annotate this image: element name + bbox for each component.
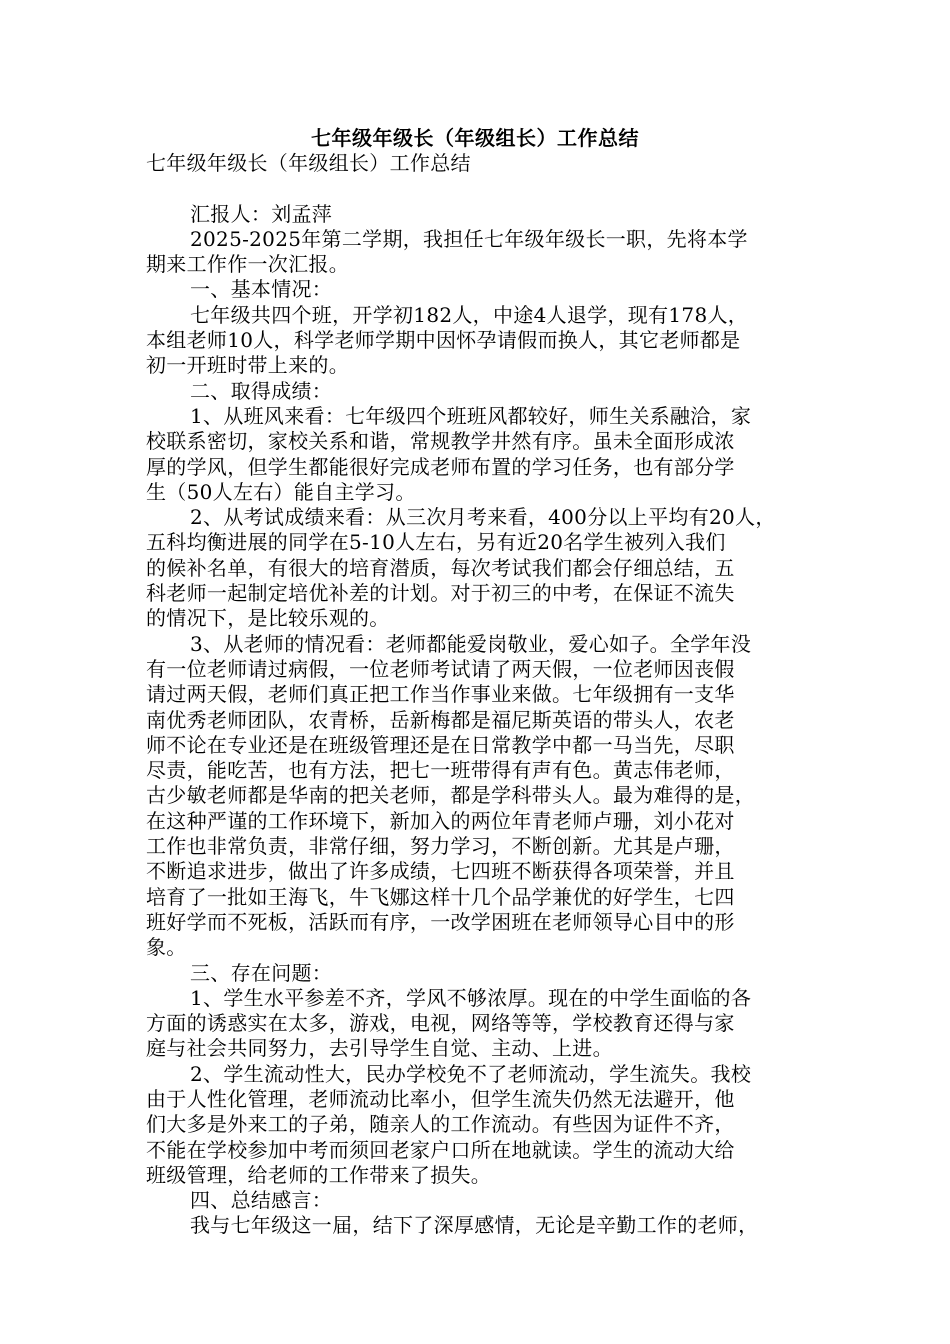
paragraph-line: 庭与社会共同努力，去引导学生自觉、主动、上进。 (146, 1036, 613, 1061)
paragraph-line: 培育了一批如王海飞，牛飞娜这样十几个品学兼优的好学生，七四 (146, 884, 735, 909)
paragraph-line: 在这种严谨的工作环境下，新加入的两位年青老师卢珊，刘小花对 (146, 808, 735, 833)
paragraph-line: 三、存在问题： (190, 960, 333, 985)
paragraph-line: 五科均衡进展的同学在5-10人左右，另有近20名学生被列入我们 (146, 530, 726, 555)
document-title: 七年级年级长（年级组长）工作总结 (311, 126, 639, 150)
paragraph-line: 2、学生流动性大，民办学校免不了老师流动，学生流失。我校 (190, 1061, 752, 1086)
paragraph-line: 工作也非常负责，非常仔细，努力学习，不断创新。尤其是卢珊， (146, 834, 735, 859)
paragraph-line: 请过两天假，老师们真正把工作当作事业来做。七年级拥有一支华 (146, 682, 735, 707)
paragraph-line: 2025-2025年第二学期，我担任七年级年级长一职，先将本学 (190, 226, 748, 251)
paragraph-line: 方面的诱惑实在太多，游戏，电视，网络等等，学校教育还得与家 (146, 1011, 735, 1036)
paragraph-line: 厚的学风，但学生都能很好完成老师布置的学习任务，也有部分学 (146, 454, 735, 479)
paragraph-line: 七年级年级长（年级组长）工作总结 (146, 151, 471, 175)
paragraph-line: 生（50人左右）能自主学习。 (146, 479, 416, 504)
paragraph-line: 1、学生水平参差不齐，学风不够浓厚。现在的中学生面临的各 (190, 985, 752, 1010)
paragraph-line: 象。 (146, 935, 187, 960)
paragraph-line: 古少敏老师都是华南的把关老师，都是学科带头人。最为难得的是， (146, 783, 755, 808)
paragraph-line: 班好学而不死板，活跃而有序，一改学困班在老师领导心目中的形 (146, 909, 735, 934)
document-body (146, 151, 818, 1239)
paragraph-line: 2、从考试成绩来看：从三次月考来看，400分以上平均有20人， (190, 505, 776, 530)
paragraph-line: 有一位老师请过病假，一位老师考试请了两天假，一位老师因丧假 (146, 656, 735, 681)
paragraph-line: 1、从班风来看：七年级四个班班风都较好，师生关系融洽，家 (190, 403, 752, 428)
paragraph-line: 的候补名单，有很大的培育潜质，每次考试我们都会仔细总结，五 (146, 555, 735, 580)
paragraph-line: 的情况下，是比较乐观的。 (146, 606, 390, 631)
paragraph-line: 七年级共四个班，开学初182人，中途4人退学，现有178人， (190, 302, 749, 327)
blank-line (146, 176, 818, 201)
paragraph-line: 汇报人：刘孟萍 (190, 201, 333, 226)
paragraph-line: 校联系密切，家校关系和谐，常规教学井然有序。虽未全面形成浓 (146, 429, 735, 454)
paragraph-line: 不能在学校参加中考而须回老家户口所在地就读。学生的流动大给 (146, 1137, 735, 1162)
paragraph-line: 们大多是外来工的子弟，随亲人的工作流动。有些因为证件不齐， (146, 1112, 735, 1137)
paragraph-line: 南优秀老师团队，农青桥，岳新梅都是福尼斯英语的带头人，农老 (146, 707, 735, 732)
paragraph-line: 我与七年级这一届，结下了深厚感情，无论是辛勤工作的老师， (190, 1213, 759, 1238)
paragraph-line: 尽责，能吃苦，也有方法，把七一班带得有声有色。黄志伟老师， (146, 758, 735, 783)
paragraph-line: 不断追求进步，做出了许多成绩，七四班不断获得各项荣誉，并且 (146, 859, 735, 884)
paragraph-line: 3、从老师的情况看：老师都能爱岗敬业，爱心如子。全学年没 (190, 631, 752, 656)
paragraph-line: 二、取得成绩： (190, 378, 333, 403)
paragraph-line: 科老师一起制定培优补差的计划。对于初三的中考，在保证不流失 (146, 581, 735, 606)
paragraph-line: 由于人性化管理，老师流动比率小，但学生流失仍然无法避开，他 (146, 1086, 735, 1111)
paragraph-line: 一、基本情况： (190, 277, 333, 302)
paragraph-line: 班级管理，给老师的工作带来了损失。 (146, 1162, 492, 1187)
paragraph-line: 本组老师10人，科学老师学期中因怀孕请假而换人，其它老师都是 (146, 328, 741, 353)
paragraph-line: 初一开班时带上来的。 (146, 353, 349, 378)
paragraph-line: 师不论在专业还是在班级管理还是在日常教学中都一马当先，尽职 (146, 732, 735, 757)
paragraph-line: 期来工作作一次汇报。 (146, 252, 349, 277)
paragraph-line: 四、总结感言： (190, 1188, 333, 1213)
